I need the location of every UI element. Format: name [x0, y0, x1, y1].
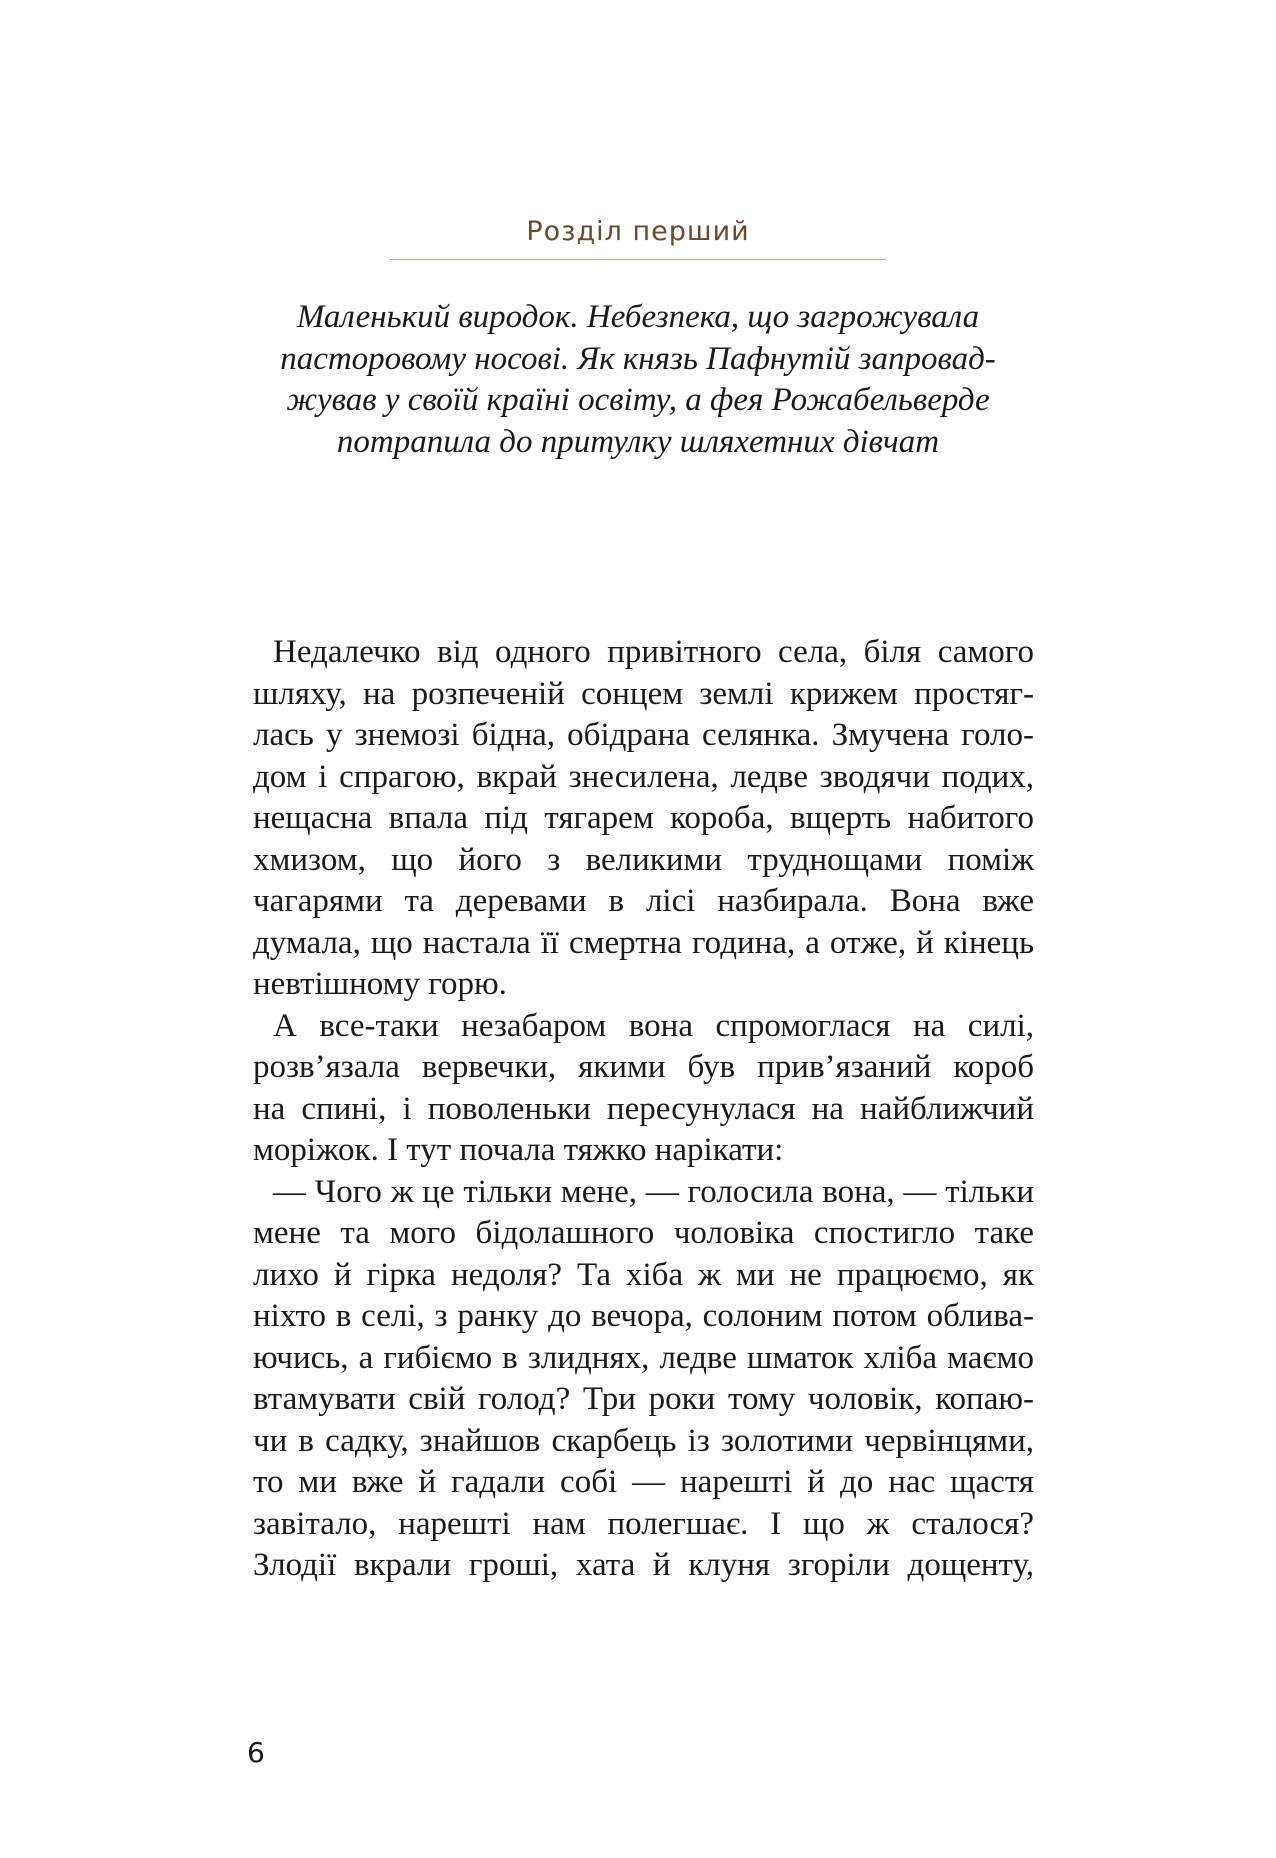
body-line: то ми вже й гадали собі — нарешті й до нас щастя [253, 1464, 1034, 1500]
body-line: Недалечко від одного привітного села, біля самого [273, 634, 1034, 670]
body-line: хмизом, що його з великими труднощами поміж [253, 841, 1034, 878]
page-number: 6 [247, 1736, 265, 1769]
body-line: завітало, нарешті нам полегшає. І що ж сталося? [253, 1505, 1034, 1542]
body-line: чагарями та деревами в лісі назбирала. Вона вже [253, 883, 1034, 919]
body-line: чи в садку, знайшов скарбець із золотими червінцями, [253, 1422, 1034, 1459]
body-line: лихо й гірка недоля? Та хіба ж ми не працюємо, як [253, 1256, 1034, 1293]
body-line: думала, що настала її смертна година, а отже, й кінець [253, 924, 1034, 961]
body-line: розв’язала вервечки, якими був прив’язаний короб [253, 1049, 1034, 1085]
epigraph-line: Маленький виродок. Небезпека, що загрожувала [296, 299, 980, 335]
body-text [253, 632, 1034, 1587]
body-line: на спині, і поволеньки пересунулася на найближчий [253, 1090, 1034, 1127]
body-line: А все-таки незабаром вона спромоглася на силі, [273, 1007, 1034, 1044]
body-line: невтішному горю. [253, 966, 507, 1002]
body-line: ючись, а гибіємо в злиднях, ледве шматок хліба маємо [253, 1339, 1034, 1376]
heading-divider [390, 259, 886, 260]
chapter-epigraph [255, 297, 1021, 463]
body-line: дом і спрагою, вкрай знесилена, ледве зводячи подих, [253, 758, 1034, 795]
body-line: шляху, на розпеченій сонцем землі крижем простяг- [253, 675, 1034, 712]
epigraph-line: пасторовому носові. Як князь Пафнутій запровад- [280, 340, 996, 377]
body-line: ніхто в селі, з ранку до вечора, солоним потом облива- [253, 1298, 1034, 1334]
chapter-heading: Розділ перший [526, 216, 750, 247]
body-line: мене та мого бідолашного чоловіка спостигло таке [253, 1215, 1034, 1251]
body-line: нещасна впала під тягарем короба, вщерть набитого [253, 800, 1034, 836]
epigraph-line: потрапила до притулку шляхетних дівчат [336, 423, 940, 460]
body-line: лась у знемозі бідна, обідрана селянка. Змучена голо- [253, 717, 1034, 753]
body-line: Злодії вкрали гроші, хата й клуня згоріли дощенту, [253, 1547, 1034, 1583]
body-line: моріжок. І тут почала тяжко нарікати: [253, 1132, 784, 1168]
epigraph-line: жував у своїй країні освіту, а фея Рожабельверде [286, 382, 990, 418]
body-line: втамувати свій голод? Три роки тому чоловік, копаю- [253, 1381, 1034, 1417]
body-line: — Чого ж це тільки мене, — голосила вона, — тільки [273, 1173, 1034, 1210]
